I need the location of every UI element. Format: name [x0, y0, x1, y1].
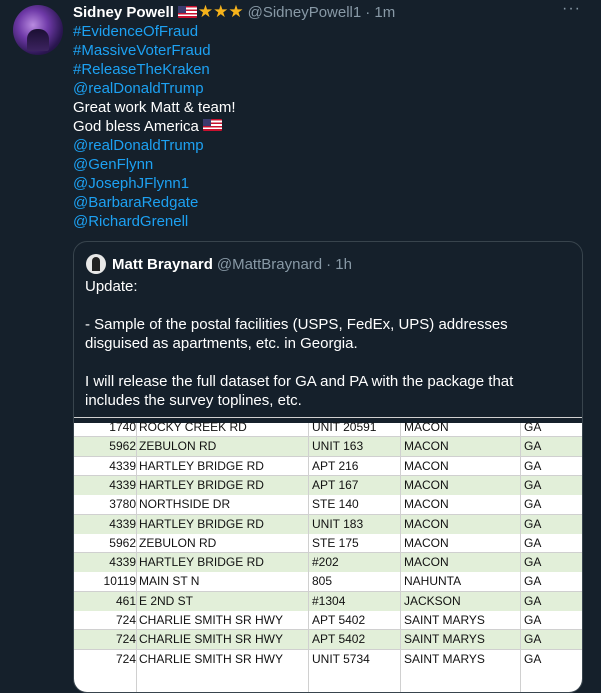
street-name-cell: ZEBULON RD [139, 535, 217, 550]
city-cell: MACON [404, 555, 449, 570]
tweet-timestamp[interactable]: · 1m [365, 3, 396, 21]
tweet-link[interactable] [73, 193, 583, 212]
city-cell: MACON [404, 439, 449, 454]
quoted-tweet-timestamp[interactable]: · 1h [326, 255, 352, 273]
column-divider [308, 423, 309, 693]
line-text: @realDonaldTrump [73, 137, 204, 154]
street-name-cell: HARTLEY BRIDGE RD [139, 555, 264, 570]
street-number-cell: 724 [115, 651, 136, 666]
quoted-author-name[interactable]: Matt Braynard [112, 255, 213, 273]
table-row [74, 649, 582, 669]
unit-cell: UNIT 5734 [312, 651, 370, 666]
unit-cell: APT 167 [312, 477, 359, 492]
tweet-text-line [73, 98, 583, 117]
unit-cell: #202 [312, 555, 339, 570]
table-row [74, 552, 582, 572]
street-name-cell: HARTLEY BRIDGE RD [139, 477, 264, 492]
us-flag-icon [178, 6, 197, 18]
city-cell: JACKSON [404, 593, 461, 608]
quoted-text-line [85, 296, 571, 315]
quoted-text-line: includes the survey toplines, etc. [85, 392, 302, 409]
more-options-icon[interactable]: ··· [562, 0, 581, 17]
street-name-cell: ROCKY CREEK RD [139, 420, 247, 434]
unit-cell: APT 216 [312, 458, 359, 473]
street-name-cell: CHARLIE SMITH SR HWY [139, 613, 284, 627]
us-flag-icon [203, 119, 222, 131]
quoted-author-avatar[interactable] [86, 254, 106, 274]
tweet-link[interactable] [73, 60, 583, 79]
city-cell: MACON [404, 516, 449, 531]
quoted-tweet-header [86, 254, 352, 274]
street-name-cell: CHARLIE SMITH SR HWY [139, 632, 284, 647]
state-cell: GA [524, 516, 542, 531]
author-name[interactable]: Sidney Powell [73, 3, 174, 21]
unit-cell: APT 5402 [312, 632, 366, 647]
column-divider [520, 423, 521, 693]
state-cell: GA [524, 613, 542, 627]
unit-cell: STE 175 [312, 535, 359, 550]
quoted-text-line: Update: [85, 278, 138, 295]
tweet-text [73, 22, 583, 231]
tweet-link[interactable] [73, 155, 583, 174]
unit-cell: UNIT 20591 [312, 420, 377, 434]
quoted-tweet-text [85, 277, 571, 410]
state-cell: GA [524, 420, 542, 434]
state-cell: GA [524, 458, 542, 473]
spreadsheet-image[interactable] [74, 420, 582, 693]
table-row [74, 436, 582, 456]
quoted-text-line [85, 353, 571, 372]
tweet-link[interactable] [73, 174, 583, 193]
street-number-cell: 724 [115, 632, 136, 647]
state-cell: GA [524, 497, 542, 512]
unit-cell: #1304 [312, 593, 346, 608]
tweet-link[interactable] [73, 79, 583, 98]
state-cell: GA [524, 651, 542, 666]
city-cell: MACON [404, 535, 449, 550]
state-cell: GA [524, 593, 542, 608]
line-text: @RichardGrenell [73, 213, 189, 230]
street-name-cell: ZEBULON RD [139, 439, 217, 454]
quoted-text-line: I will release the full dataset for GA and PA with the package that [85, 373, 514, 390]
author-avatar[interactable] [13, 5, 63, 55]
author-handle[interactable]: @SidneyPowell1 [247, 3, 362, 21]
table-row [74, 591, 582, 611]
state-cell: GA [524, 574, 542, 589]
line-text: Great work Matt & team! [73, 99, 236, 116]
tweet-link[interactable] [73, 22, 583, 41]
city-cell: SAINT MARYS [404, 613, 485, 627]
street-name-cell: NORTHSIDE DR [139, 497, 231, 512]
column-divider [400, 423, 401, 693]
table-row [74, 475, 582, 495]
street-number-cell: 5962 [109, 439, 136, 454]
state-cell: GA [524, 439, 542, 454]
street-name-cell: E 2ND ST [139, 593, 194, 608]
state-cell: GA [524, 632, 542, 647]
unit-cell: 805 [312, 574, 333, 589]
street-number-cell: 1740 [109, 420, 136, 434]
line-text: @BarbaraRedgate [73, 194, 199, 211]
state-cell: GA [524, 477, 542, 492]
street-name-cell: CHARLIE SMITH SR HWY [139, 651, 284, 666]
street-number-cell: 4339 [109, 555, 136, 570]
street-number-cell: 461 [115, 593, 136, 608]
table-row [74, 417, 582, 437]
line-text: #MassiveVoterFraud [73, 42, 211, 59]
column-divider [136, 423, 137, 693]
tweet-link[interactable] [73, 41, 583, 60]
tweet-text-line [73, 117, 583, 136]
city-cell: SAINT MARYS [404, 632, 485, 647]
city-cell: MACON [404, 477, 449, 492]
city-cell: MACON [404, 497, 449, 512]
street-name-cell: HARTLEY BRIDGE RD [139, 516, 264, 531]
street-number-cell: 4339 [109, 458, 136, 473]
unit-cell: APT 5402 [312, 613, 366, 627]
unit-cell: UNIT 163 [312, 439, 364, 454]
quoted-text-line: - Sample of the postal facilities (USPS, FedEx, UPS) addresses [85, 316, 508, 333]
table-row [74, 456, 582, 476]
line-text: @GenFlynn [73, 156, 154, 173]
street-name-cell: MAIN ST N [139, 574, 200, 589]
city-cell: MACON [404, 458, 449, 473]
table-row [74, 514, 582, 534]
stars-icon: ★★★ [197, 2, 244, 21]
tweet-header [73, 3, 395, 21]
line-text: #ReleaseTheKraken [73, 61, 210, 78]
line-text: @realDonaldTrump [73, 80, 204, 97]
city-cell: SAINT MARYS [404, 651, 485, 666]
table-row [74, 610, 582, 630]
state-cell: GA [524, 535, 542, 550]
line-text: God bless America [73, 118, 199, 135]
line-text: #EvidenceOfFraud [73, 23, 199, 40]
tweet-link[interactable] [73, 212, 583, 231]
street-number-cell: 3780 [109, 497, 136, 512]
quoted-text-line: disguised as apartments, etc. in Georgia. [85, 335, 358, 352]
street-number-cell: 724 [115, 613, 136, 627]
city-cell: NAHUNTA [404, 574, 462, 589]
street-name-cell: HARTLEY BRIDGE RD [139, 458, 264, 473]
tweet-link[interactable] [73, 136, 583, 155]
unit-cell: UNIT 183 [312, 516, 364, 531]
table-row [74, 571, 582, 591]
unit-cell: STE 140 [312, 497, 359, 512]
street-number-cell: 4339 [109, 516, 136, 531]
table-row [74, 533, 582, 553]
street-number-cell: 4339 [109, 477, 136, 492]
state-cell: GA [524, 555, 542, 570]
quoted-author-handle[interactable]: @MattBraynard [216, 255, 323, 273]
street-number-cell: 5962 [109, 535, 136, 550]
table-row [74, 629, 582, 649]
quoted-tweet[interactable] [73, 241, 583, 693]
line-text: @JosephJFlynn1 [73, 175, 190, 192]
table-row [74, 494, 582, 514]
city-cell: MACON [404, 420, 449, 434]
street-number-cell: 10119 [103, 574, 136, 589]
